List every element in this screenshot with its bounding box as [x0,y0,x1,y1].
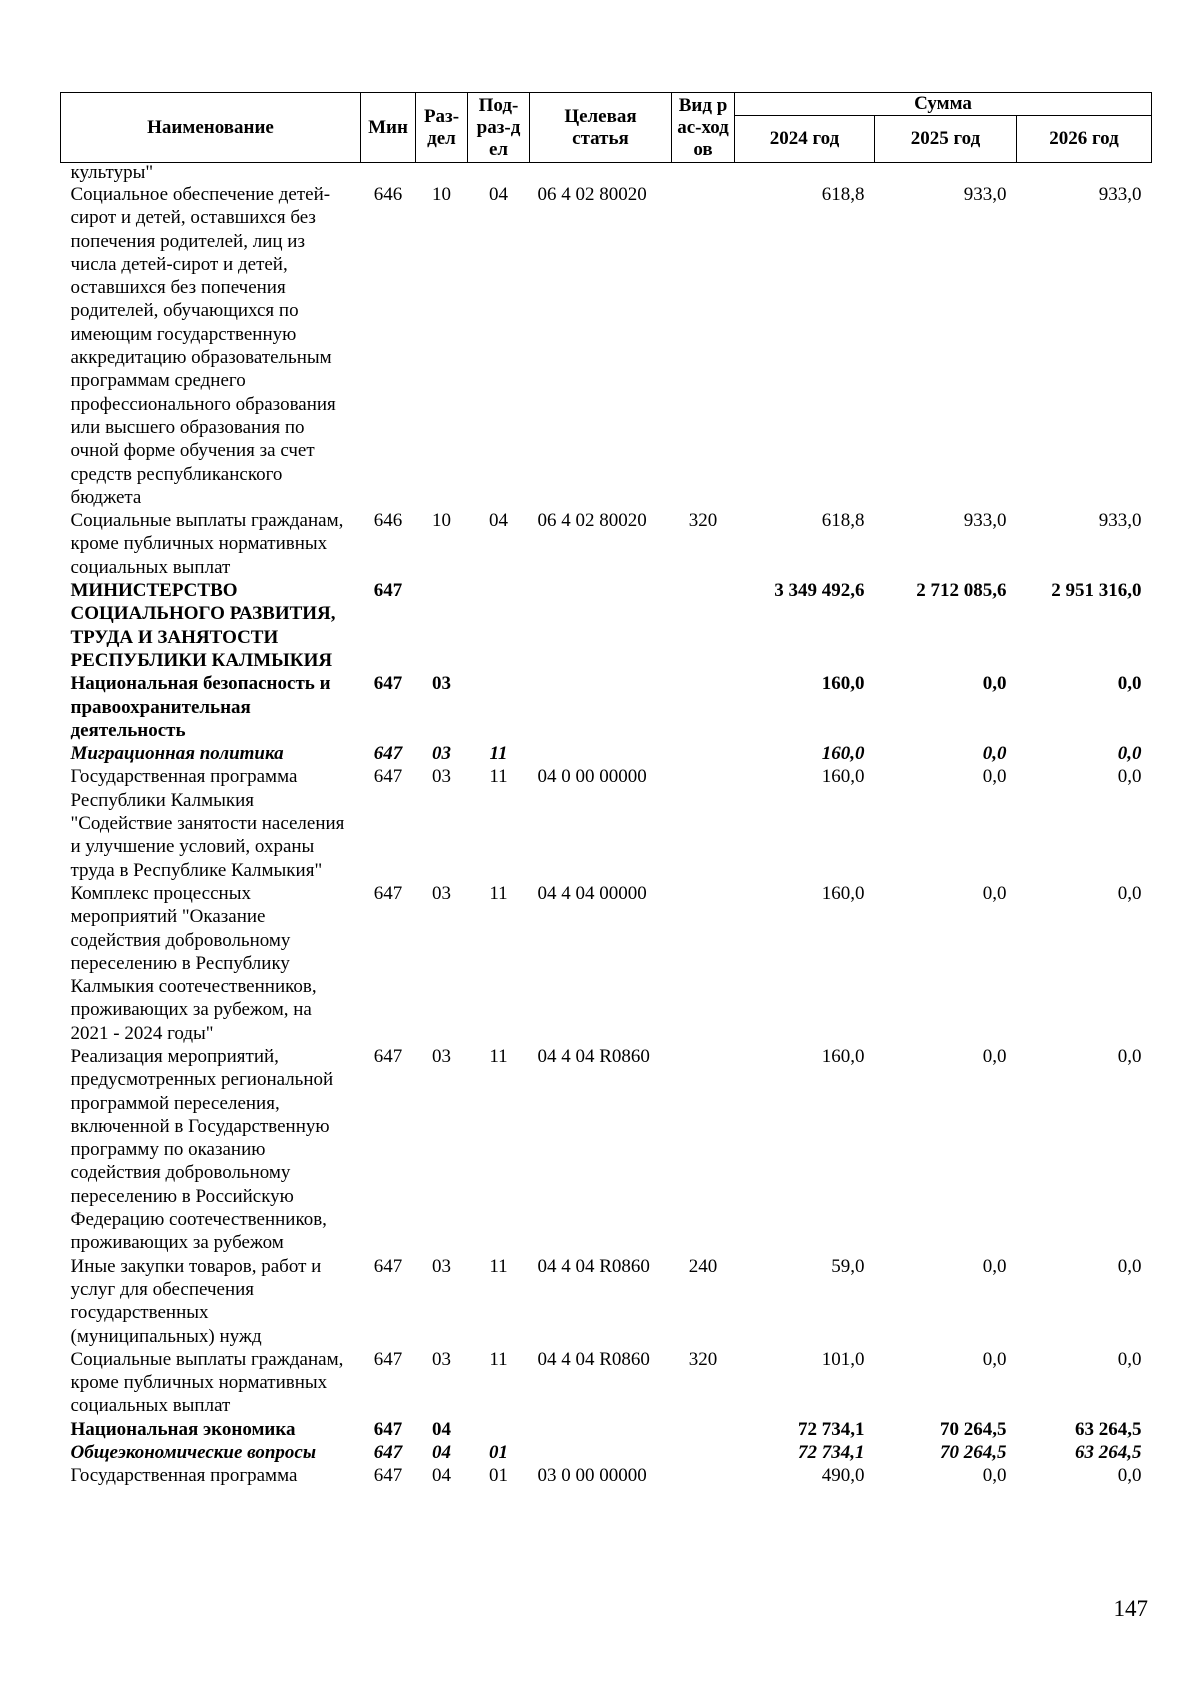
row-celevaya [530,742,672,765]
row-sum-2024 [735,163,875,184]
row-name: Иные закупки товаров, работ и услуг для обеспечения государственных (муниципальных) нужд [70,1255,322,1347]
table-row [61,1255,1152,1348]
row-sum-2026: 0,0 [1117,882,1142,904]
row-name: Национальная безопасность и правоохранительная деятельность [70,673,331,741]
header-vid: Вид рас-ходов [672,93,735,163]
row-sum-2026 [1017,163,1152,184]
row-razdel: 03 [432,1348,451,1370]
row-celevaya [530,1418,672,1441]
row-celevaya: 04 4 04 R0860 [537,1348,650,1370]
row-podrazdel: 11 [489,1348,508,1370]
row-name: Миграционная политика [70,743,284,765]
row-sum-2025: 0,0 [982,1255,1007,1277]
table-row [61,509,1152,579]
row-sum-2024: 618,8 [821,510,865,532]
row-podrazdel: 11 [489,1045,508,1067]
row-min: 647 [373,673,403,695]
row-sum-2024: 72 734,1 [798,1442,865,1464]
row-celevaya: 03 0 00 00000 [537,1465,647,1487]
row-min: 647 [373,1465,403,1487]
table-row [61,742,1152,765]
row-celevaya: 04 4 04 R0860 [537,1045,650,1067]
row-min [361,163,416,184]
row-sum-2026: 933,0 [1098,510,1142,532]
table-row [61,1464,1152,1487]
row-vid [672,882,735,1045]
row-min: 646 [373,184,403,205]
row-sum-2025: 70 264,5 [940,1418,1007,1440]
header-celevaya: Целевая статья [530,93,672,163]
row-vid [672,163,735,184]
row-sum-2024: 160,0 [821,1045,865,1067]
row-vid [672,1464,735,1487]
row-sum-2026: 0,0 [1117,1465,1142,1487]
budget-table [60,92,1152,1488]
row-vid [672,1418,735,1441]
row-podrazdel: 04 [489,510,508,532]
row-vid [672,579,735,672]
row-vid [672,1441,735,1464]
row-name: Реализация мероприятий, предусмотренных региональной программой переселения, включенной в Государственную программу по оказанию содействия добровольному переселению в Российскую Федерацию соотечественников, проживающих за рубежом [70,1045,334,1254]
row-sum-2025: 0,0 [982,766,1007,788]
header-2026: 2026 год [1017,116,1152,163]
row-name: культуры" [70,162,154,183]
row-sum-2026: 63 264,5 [1075,1418,1142,1440]
table-row [61,1045,1152,1255]
row-podrazdel: 11 [489,882,508,904]
row-celevaya: 04 4 04 00000 [537,882,647,904]
row-min: 647 [373,1418,403,1440]
row-min: 647 [373,882,403,904]
row-sum-2025: 0,0 [982,743,1007,765]
row-podrazdel [468,672,530,742]
row-sum-2026: 0,0 [1117,1045,1142,1067]
row-podrazdel: 11 [489,766,508,788]
row-podrazdel: 01 [489,1465,508,1487]
row-celevaya [530,163,672,184]
row-podrazdel: 01 [489,1442,508,1464]
row-razdel: 03 [432,673,451,695]
row-sum-2024: 618,8 [821,184,865,205]
row-razdel: 10 [432,510,451,532]
header-2025: 2025 год [875,116,1017,163]
row-sum-2024: 160,0 [821,882,865,904]
row-sum-2024: 160,0 [821,743,865,765]
row-vid [672,672,735,742]
header-2024: 2024 год [735,116,875,163]
row-sum-2025: 0,0 [982,1348,1007,1370]
row-podrazdel [468,163,530,184]
row-vid: 240 [688,1255,718,1277]
row-sum-2026: 933,0 [1098,184,1142,205]
row-podrazdel [468,579,530,672]
table-row [61,672,1152,742]
row-sum-2026: 2 951 316,0 [1051,580,1142,602]
row-podrazdel: 04 [489,184,508,205]
row-vid [672,742,735,765]
header-min: Мин [361,93,416,163]
row-sum-2024: 72 734,1 [798,1418,865,1440]
row-sum-2024: 3 349 492,6 [774,580,865,602]
table-row [61,1441,1152,1464]
row-razdel: 10 [432,184,451,205]
row-min: 647 [373,1045,403,1067]
table-row [61,183,1152,509]
row-min: 647 [373,766,403,788]
row-razdel: 03 [432,743,451,765]
header-summa: Сумма [735,93,1152,116]
row-sum-2025: 933,0 [963,184,1007,205]
row-min: 647 [373,743,403,765]
row-celevaya [530,1441,672,1464]
page-number: 147 [1113,1596,1148,1621]
row-name: Социальное обеспечение детей-сирот и детей, оставшихся без попечения родителей, лиц из числа детей-сирот и детей, оставшихся без попечения родителей, обучающихся по имеющим государственную аккредитацию образовательным программам среднего профессионального образования или высшего образования по очной форме обучения за счет средств республиканского бюджета [70,184,336,508]
row-min: 647 [373,1442,403,1464]
header-name: Наименование [61,93,361,163]
row-razdel: 04 [432,1465,451,1487]
row-sum-2026: 0,0 [1117,673,1142,695]
row-razdel: 03 [432,766,451,788]
row-name: Государственная программа Республики Калмыкия "Содействие занятости населения и улучшение условий, охраны труда в Республике Калмыкия" [70,766,345,881]
header-razdel: Раз-дел [416,93,468,163]
row-sum-2026: 0,0 [1117,1348,1142,1370]
table-header [61,93,1152,163]
row-min: 647 [373,580,403,602]
row-razdel: 04 [432,1442,451,1464]
row-sum-2025: 2 712 085,6 [916,580,1007,602]
row-name: Общеэкономические вопросы [70,1442,317,1464]
row-razdel: 04 [432,1418,451,1440]
row-celevaya: 06 4 02 80020 [537,510,647,532]
row-name: Комплекс процессных мероприятий "Оказание содействия добровольному переселению в Республику Калмыкия соотечественников, проживающих за рубежом, на 2021 - 2024 годы" [70,882,317,1044]
row-sum-2025: 0,0 [982,1465,1007,1487]
table-body [61,163,1152,1488]
row-sum-2025 [875,163,1017,184]
row-min: 647 [373,1255,403,1277]
row-name: МИНИСТЕРСТВО СОЦИАЛЬНОГО РАЗВИТИЯ, ТРУДА И ЗАНЯТОСТИ РЕСПУБЛИКИ КАЛМЫКИЯ [70,580,336,671]
row-sum-2024: 490,0 [821,1465,865,1487]
budget-page [60,92,1151,1488]
row-sum-2024: 101,0 [821,1348,865,1370]
row-name: Социальные выплаты гражданам, кроме публичных нормативных социальных выплат [70,1348,344,1417]
row-sum-2026: 0,0 [1117,1255,1142,1277]
table-row [61,765,1152,881]
row-celevaya: 06 4 02 80020 [537,184,647,205]
row-sum-2026: 63 264,5 [1075,1442,1142,1464]
row-razdel: 03 [432,1045,451,1067]
row-vid: 320 [688,1348,718,1370]
row-sum-2024: 59,0 [831,1255,865,1277]
row-name: Национальная экономика [70,1418,296,1440]
row-vid [672,765,735,881]
row-razdel: 03 [432,882,451,904]
row-celevaya: 04 0 00 00000 [537,766,647,788]
row-sum-2024: 160,0 [821,673,865,695]
table-row [61,579,1152,672]
row-razdel [416,163,468,184]
row-name: Социальные выплаты гражданам, кроме публичных нормативных социальных выплат [70,510,344,578]
row-sum-2025: 70 264,5 [940,1442,1007,1464]
row-celevaya [530,672,672,742]
row-sum-2025: 0,0 [982,882,1007,904]
row-vid [672,183,735,509]
table-row [61,1348,1152,1418]
row-podrazdel: 11 [489,743,508,765]
row-vid [672,1045,735,1255]
row-razdel: 03 [432,1255,451,1277]
row-sum-2026: 0,0 [1117,766,1142,788]
table-row [61,882,1152,1045]
row-vid: 320 [688,510,718,532]
table-row [61,1418,1152,1441]
row-podrazdel [468,1418,530,1441]
row-celevaya: 04 4 04 R0860 [537,1255,650,1277]
row-sum-2025: 0,0 [982,673,1007,695]
row-sum-2026: 0,0 [1117,743,1142,765]
header-podrazdel: Под-раз-дел [468,93,530,163]
table-row [61,163,1152,184]
row-podrazdel: 11 [489,1255,508,1277]
row-celevaya [530,579,672,672]
row-name: Государственная программа [70,1465,298,1487]
row-sum-2025: 933,0 [963,510,1007,532]
row-razdel [416,579,468,672]
row-sum-2025: 0,0 [982,1045,1007,1067]
row-sum-2024: 160,0 [821,766,865,788]
row-min: 647 [373,1348,403,1370]
row-min: 646 [373,510,403,532]
